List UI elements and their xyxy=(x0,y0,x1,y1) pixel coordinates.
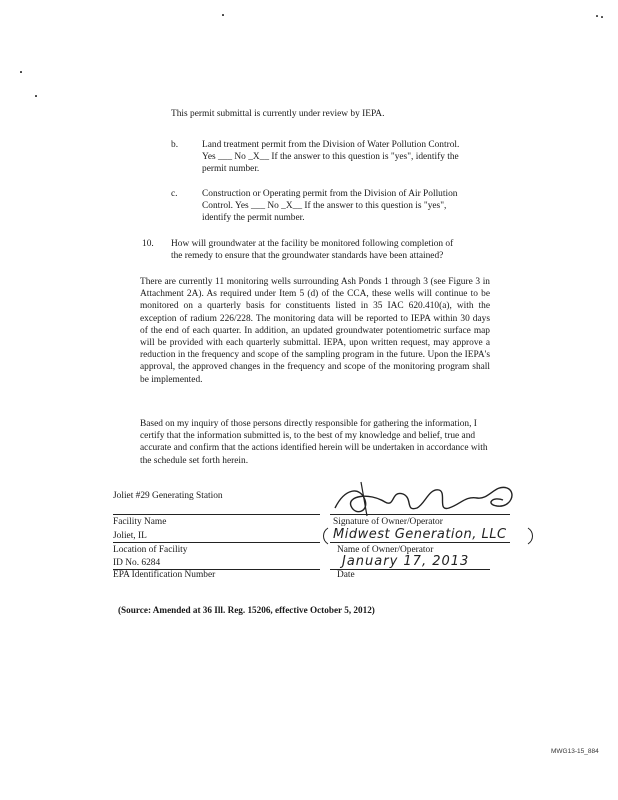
signature-rule xyxy=(330,514,510,515)
item-10-line1: How will groundwater at the facility be monitored following completion of xyxy=(171,239,454,249)
owner-name-bracket xyxy=(318,526,538,546)
epa-label: EPA Identification Number xyxy=(113,570,216,580)
facility-name-value: Joliet #29 Generating Station xyxy=(113,491,223,501)
location-rule xyxy=(113,542,320,543)
item-b-line3: permit number. xyxy=(202,164,260,174)
certification-paragraph: Based on my inquiry of those persons directly responsible for gathering the information, I certify that the information submitted is, to the best of my knowledge and belief, true and accurate and confirm that the actions identified herein will be undertaken in accordance with the schedule set forth herein. xyxy=(140,419,488,466)
scan-speck xyxy=(601,16,603,18)
date-handwritten: January 17, 2013 xyxy=(342,554,470,569)
owner-name-label: Name of Owner/Operator xyxy=(337,545,434,555)
owner-name-handwritten: Midwest Generation, LLC xyxy=(333,527,507,542)
scan-speck xyxy=(20,71,22,73)
bates-number: MWG13-15_884 xyxy=(551,748,599,755)
item-b-line1: Land treatment permit from the Division of Water Pollution Control. xyxy=(202,140,460,150)
date-label: Date xyxy=(337,570,355,580)
item-b-line2: Yes ___ No _X__ If the answer to this question is "yes", identify the xyxy=(202,152,459,162)
item-c-line2: Control. Yes ___ No _X__ If the answer to this question is "yes", xyxy=(202,201,447,211)
scan-speck xyxy=(596,15,598,17)
source-note: (Source: Amended at 36 Ill. Reg. 15206, effective October 5, 2012) xyxy=(118,605,375,615)
item-c-line1: Construction or Operating permit from the Division of Air Pollution xyxy=(202,189,458,199)
intro-text: This permit submittal is currently under review by IEPA. xyxy=(171,109,385,119)
item-10-number: 10. xyxy=(142,239,154,249)
id-value: ID No. 6284 xyxy=(113,558,161,568)
location-label: Location of Facility xyxy=(113,545,188,555)
item-10-line2: the remedy to ensure that the groundwater standards have been attained? xyxy=(171,251,444,261)
location-value: Joliet, IL xyxy=(113,531,147,541)
facility-name-label: Facility Name xyxy=(113,517,167,527)
signature-label: Signature of Owner/Operator xyxy=(333,517,443,527)
item-c-line3: identify the permit number. xyxy=(202,213,305,223)
answer-paragraph: There are currently 11 monitoring wells surrounding Ash Ponds 1 through 3 (see Figure 3 in Attachment 2A). As required under Item 5 (d) of the CCA, these wells will continue to be monitored on a quarterly basis for constituents listed in 35 IAC 620.410(a), with the exception of radium 226/228. The monitoring data will be reported to IEPA within 30 days of the end of each quarter. In addition, an updated groundwater potentiometric surface map will be provided with each quarterly submittal. IEPA, upon written request, may approve a reduction in the frequency and scope of the sampling program in the future. Upon the IEPA's approval, the approved changes in the frequency and scope of the monitoring program shall be implemented. xyxy=(140,277,490,385)
facility-name-rule xyxy=(113,514,320,515)
scan-speck xyxy=(222,14,224,16)
item-c-letter: c. xyxy=(171,189,178,199)
owner-name-rule xyxy=(330,542,510,543)
scan-speck xyxy=(35,95,37,97)
item-b-letter: b. xyxy=(171,140,179,150)
